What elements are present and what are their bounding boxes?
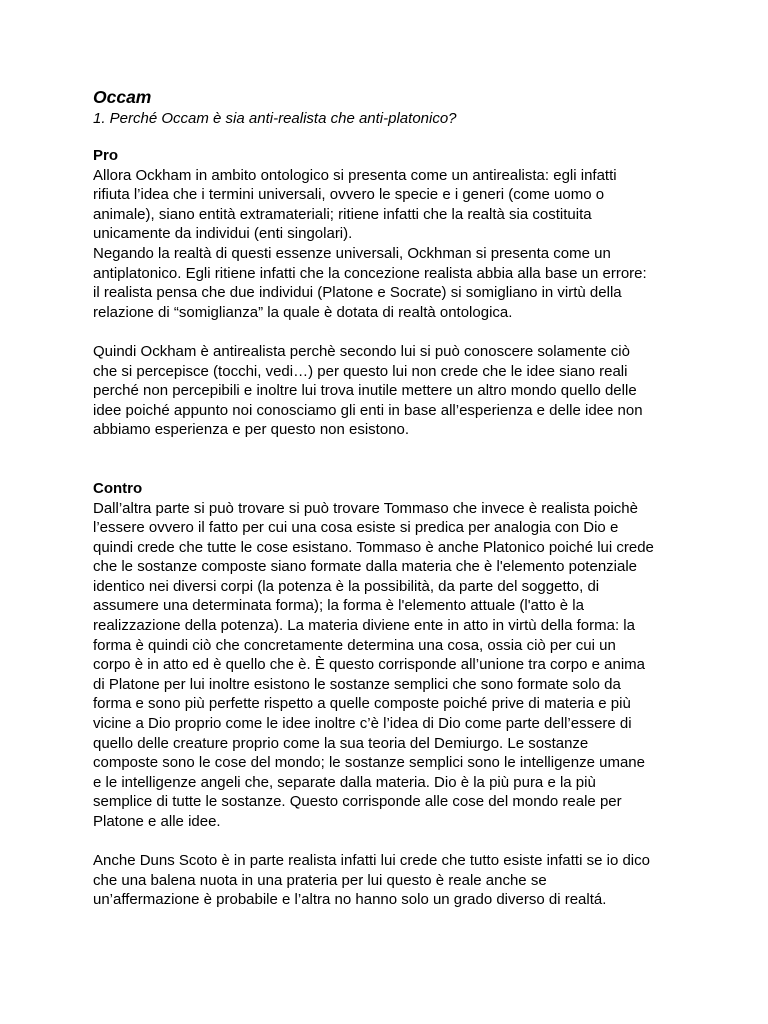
text-line: che si percepisce (tocchi, vedi…) per questo lui non crede che le idee siano reali: [93, 362, 628, 380]
text-line: perché non percepibili e inoltre lui trova inutile mettere un altro mondo quello delle: [93, 382, 637, 400]
text-line: Dall’altra parte si può trovare si può trovare Tommaso che invece è realista poichè: [93, 499, 638, 517]
pro-paragraph-1: [93, 166, 683, 244]
text-line: Allora Ockham in ambito ontologico si presenta come un antirealista: egli infatti: [93, 166, 617, 184]
text-line: relazione di “somiglianza” la quale è dotata di realtà ontologica.: [93, 303, 513, 321]
text-line: semplice di tutte le sostanze. Questo corrisponde alle cose del mondo reale per: [93, 793, 622, 811]
text-line: forma è quindi ciò che concretamente determina una cosa, ossia ciò per cui un: [93, 636, 616, 654]
document-question: 1. Perché Occam è sia anti-realista che anti-platonico?: [93, 110, 457, 127]
text-line: composte sono le cose del mondo; le sostanze semplici sono le intelligenze umane: [93, 754, 645, 772]
text-line: Platone e alle idee.: [93, 813, 221, 830]
pro-heading: Pro: [93, 147, 119, 164]
text-line: idee poiché appunto noi conosciamo gli enti in base all’esperienza e delle idee non: [93, 401, 643, 419]
text-line: l’essere ovvero il fatto per cui una cosa esiste si predica per analogia con Dio e: [93, 519, 619, 537]
pro-paragraph-2: [93, 244, 683, 322]
pro-paragraph-3: [93, 342, 683, 440]
text-line: che una balena nuota in una prateria per lui questo è reale anche se: [93, 871, 547, 889]
text-line: vicine a Dio proprio come le idee inoltre c’è l’idea di Dio come parte dell’essere di: [93, 715, 632, 733]
text-line: Quindi Ockham è antirealista perchè secondo lui si può conoscere solamente ciò: [93, 342, 630, 360]
document-content: [93, 86, 683, 910]
text-line: realizzazione della potenza). La materia diviene ente in atto in virtù della forma: la: [93, 617, 635, 635]
document-title: Occam: [93, 87, 152, 107]
paragraph-spacer: [93, 322, 683, 342]
text-line: e le intelligenze angeli che, separate dalla materia. Dio è la più pura e la più: [93, 773, 596, 791]
contro-heading: Contro: [93, 479, 143, 497]
text-line: antiplatonico. Egli ritiene infatti che la concezione realista abbia alla base un errore:: [93, 264, 647, 282]
text-line: corpo è in atto ed è quello che è. È questo corrisponde all’unione tra corpo e anima: [93, 656, 646, 674]
paragraph-spacer: [93, 832, 683, 852]
text-line: di Platone per lui inoltre esistono le sostanze semplici che sono formate solo da: [93, 675, 621, 693]
text-line: che le sostanze composte siano formate dalla materia che è l'elemento potenziale: [93, 558, 638, 576]
text-line: un’affermazione è probabile e l’altra no hanno solo un grado diverso di realtá.: [93, 891, 607, 909]
pro-section: [93, 146, 683, 440]
contro-paragraph-1: [93, 499, 683, 832]
text-line: identico nei diversi corpi (la potenza è la possibilità, da parte del soggetto, di: [93, 577, 600, 595]
text-line: abbiamo esperienza e per questo non esistono.: [93, 421, 410, 439]
section-spacer: [93, 440, 683, 479]
text-line: unicamente da individui (enti singolari).: [93, 225, 353, 243]
text-line: rifiuta l’idea che i termini universali, ovvero le specie e i generi (come uomo o: [93, 186, 605, 204]
text-line: assumere una determinata forma); la forma è l'elemento attuale (l'atto è la: [93, 597, 584, 615]
text-line: quello delle creature proprio come la sua teoria del Demiurgo. Le sostanze: [93, 734, 589, 752]
text-line: animale), siano entità extramateriali; ritiene infatti che la realtà sia costituita: [93, 205, 592, 223]
text-line: quindi crede che tutte le cose esistano. Tommaso è anche Platonico poiché lui crede: [93, 538, 654, 556]
text-line: Negando la realtà di questi essenze universali, Ockhman si presenta come un: [93, 244, 611, 262]
contro-paragraph-2: [93, 851, 683, 910]
text-line: forma e sono più perfette rispetto a quelle composte poiché prive di materia e più: [93, 695, 631, 713]
text-line: Anche Duns Scoto è in parte realista infatti lui crede che tutto esiste infatti se io dico: [93, 852, 650, 870]
contro-section: [93, 479, 683, 910]
text-line: il realista pensa che due individui (Platone e Socrate) si somigliano in virtù della: [93, 284, 622, 302]
